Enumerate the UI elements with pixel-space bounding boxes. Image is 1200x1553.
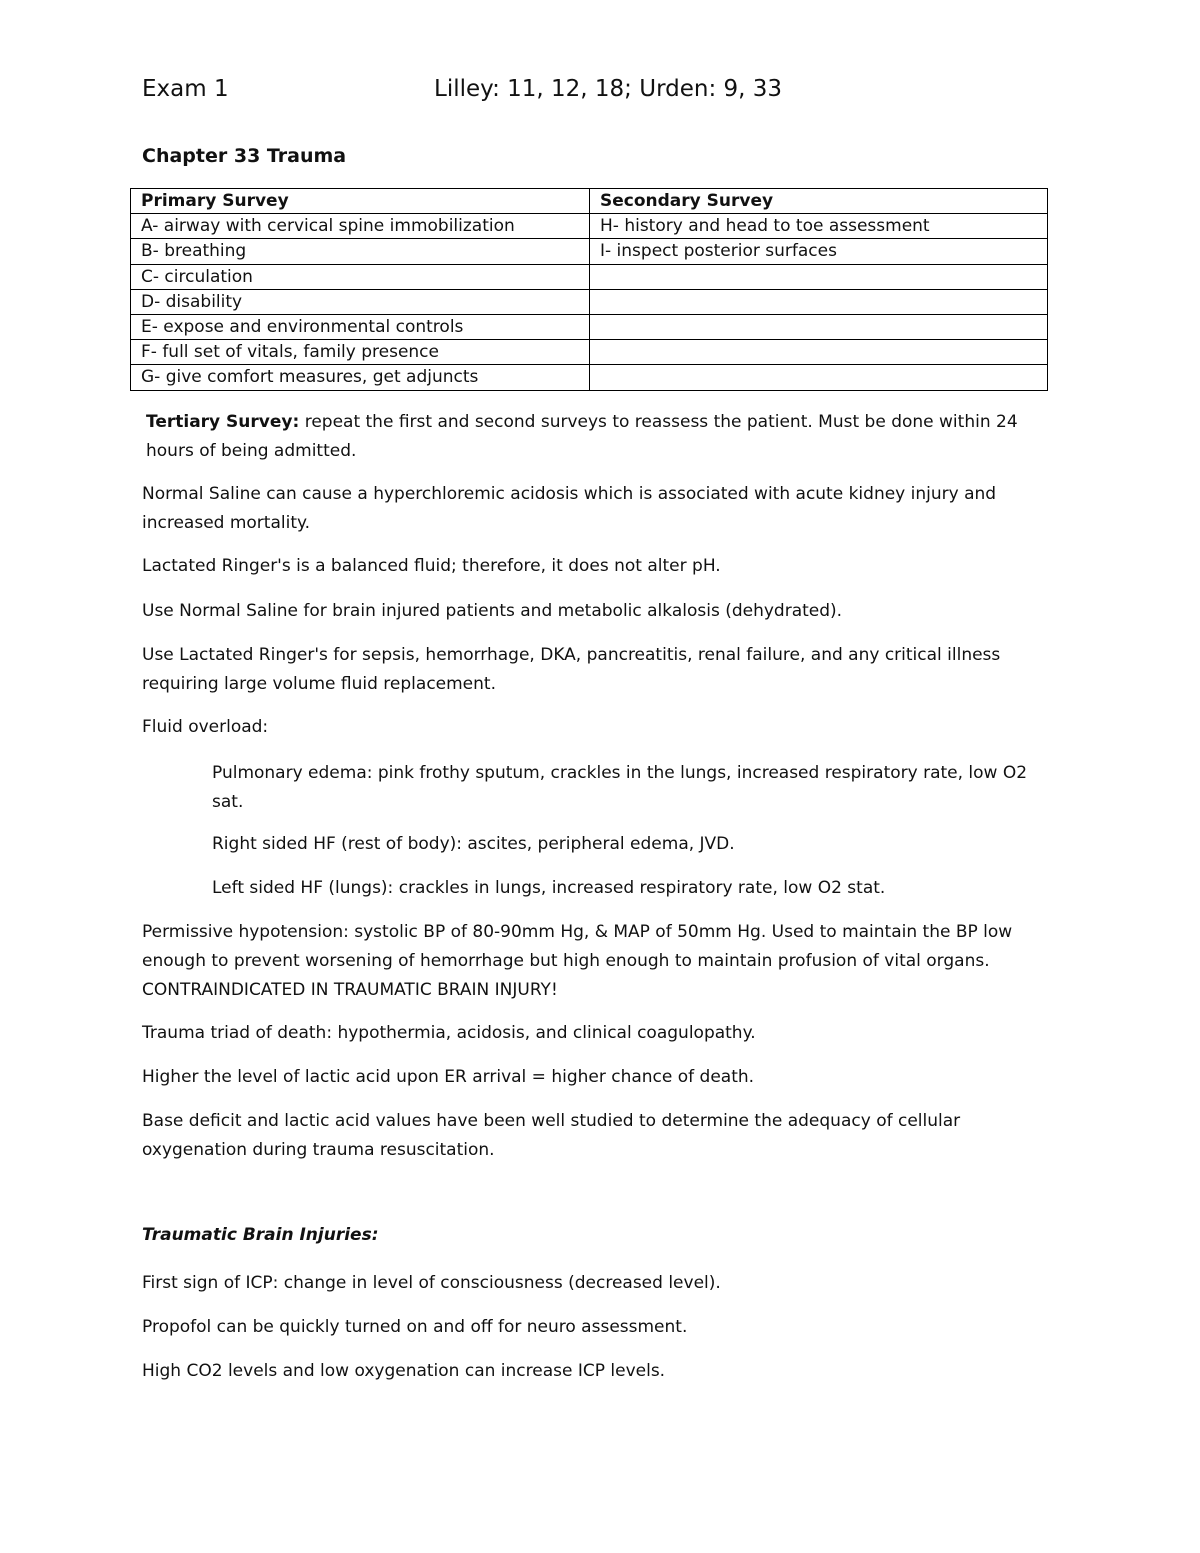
table-cell: A- airway with cervical spine immobilization bbox=[131, 214, 590, 239]
chapter-heading: Chapter 33 Trauma bbox=[142, 145, 347, 167]
primary-survey-header: Primary Survey bbox=[131, 189, 590, 214]
table-cell: H- history and head to toe assessment bbox=[590, 214, 1048, 239]
table-cell: G- give comfort measures, get adjuncts bbox=[131, 365, 590, 390]
tbi-section-title: Traumatic Brain Injuries: bbox=[142, 1225, 379, 1245]
table-cell bbox=[590, 340, 1048, 365]
table-row bbox=[131, 264, 1048, 289]
right-sided-hf-item: Right sided HF (rest of body): ascites, peripheral edema, JVD. bbox=[212, 834, 735, 854]
normal-saline-use-paragraph: Use Normal Saline for brain injured patients and metabolic alkalosis (dehydrated). bbox=[142, 601, 843, 621]
table-cell: F- full set of vitals, family presence bbox=[131, 340, 590, 365]
table-row bbox=[131, 239, 1048, 264]
table-row bbox=[131, 289, 1048, 314]
table-cell: E- expose and environmental controls bbox=[131, 314, 590, 339]
survey-table bbox=[130, 188, 1048, 391]
pulmonary-edema-item: Pulmonary edema: pink frothy sputum, crackles in the lungs, increased respiratory rate, low O2 sat. bbox=[212, 763, 1028, 812]
lactated-ringers-paragraph: Lactated Ringer's is a balanced fluid; therefore, it does not alter pH. bbox=[142, 556, 721, 576]
tertiary-survey-text: repeat the first and second surveys to reassess the patient. Must be done within 24 hours of being admitted. bbox=[146, 412, 1018, 461]
table-cell bbox=[590, 264, 1048, 289]
fluid-overload-heading: Fluid overload: bbox=[142, 717, 269, 737]
table-cell bbox=[590, 365, 1048, 390]
tertiary-survey-label: Tertiary Survey: bbox=[146, 412, 300, 432]
table-header-row bbox=[131, 189, 1048, 214]
table-row bbox=[131, 340, 1048, 365]
table-cell: C- circulation bbox=[131, 264, 590, 289]
chapter-references: Lilley: 11, 12, 18; Urden: 9, 33 bbox=[434, 76, 783, 102]
base-deficit-paragraph: Base deficit and lactic acid values have been well studied to determine the adequacy of cellular oxygenation during trauma resuscitation. bbox=[142, 1111, 961, 1160]
normal-saline-paragraph: Normal Saline can cause a hyperchloremic acidosis which is associated with acute kidney injury and increased mortality. bbox=[142, 484, 997, 533]
table-row bbox=[131, 365, 1048, 390]
table-cell bbox=[590, 314, 1048, 339]
table-cell: D- disability bbox=[131, 289, 590, 314]
table-cell: B- breathing bbox=[131, 239, 590, 264]
permissive-hypotension-paragraph: Permissive hypotension: systolic BP of 80-90mm Hg, & MAP of 50mm Hg. Used to maintain the BP low enough to prevent worsening of hemorrhage but high enough to maintain profusion of vital organs. CONTRAINDICATED IN TRAUMATIC BRAIN INJURY! bbox=[142, 922, 1013, 1000]
lactated-ringers-use-paragraph: Use Lactated Ringer's for sepsis, hemorrhage, DKA, pancreatitis, renal failure, and any critical illness requiring large volume fluid replacement. bbox=[142, 645, 1001, 694]
tertiary-survey-paragraph bbox=[146, 408, 1046, 466]
table-row bbox=[131, 314, 1048, 339]
left-sided-hf-item: Left sided HF (lungs): crackles in lungs, increased respiratory rate, low O2 stat. bbox=[212, 878, 886, 898]
tbi-item: First sign of ICP: change in level of consciousness (decreased level). bbox=[142, 1273, 721, 1293]
table-cell: I- inspect posterior surfaces bbox=[590, 239, 1048, 264]
table-cell bbox=[590, 289, 1048, 314]
table-row bbox=[131, 214, 1048, 239]
tbi-item: Propofol can be quickly turned on and off for neuro assessment. bbox=[142, 1317, 688, 1337]
trauma-triad-paragraph: Trauma triad of death: hypothermia, acidosis, and clinical coagulopathy. bbox=[142, 1023, 756, 1043]
secondary-survey-header: Secondary Survey bbox=[590, 189, 1048, 214]
exam-title: Exam 1 bbox=[142, 76, 229, 102]
tbi-item: High CO2 levels and low oxygenation can increase ICP levels. bbox=[142, 1361, 666, 1381]
lactic-acid-paragraph: Higher the level of lactic acid upon ER arrival = higher chance of death. bbox=[142, 1067, 755, 1087]
